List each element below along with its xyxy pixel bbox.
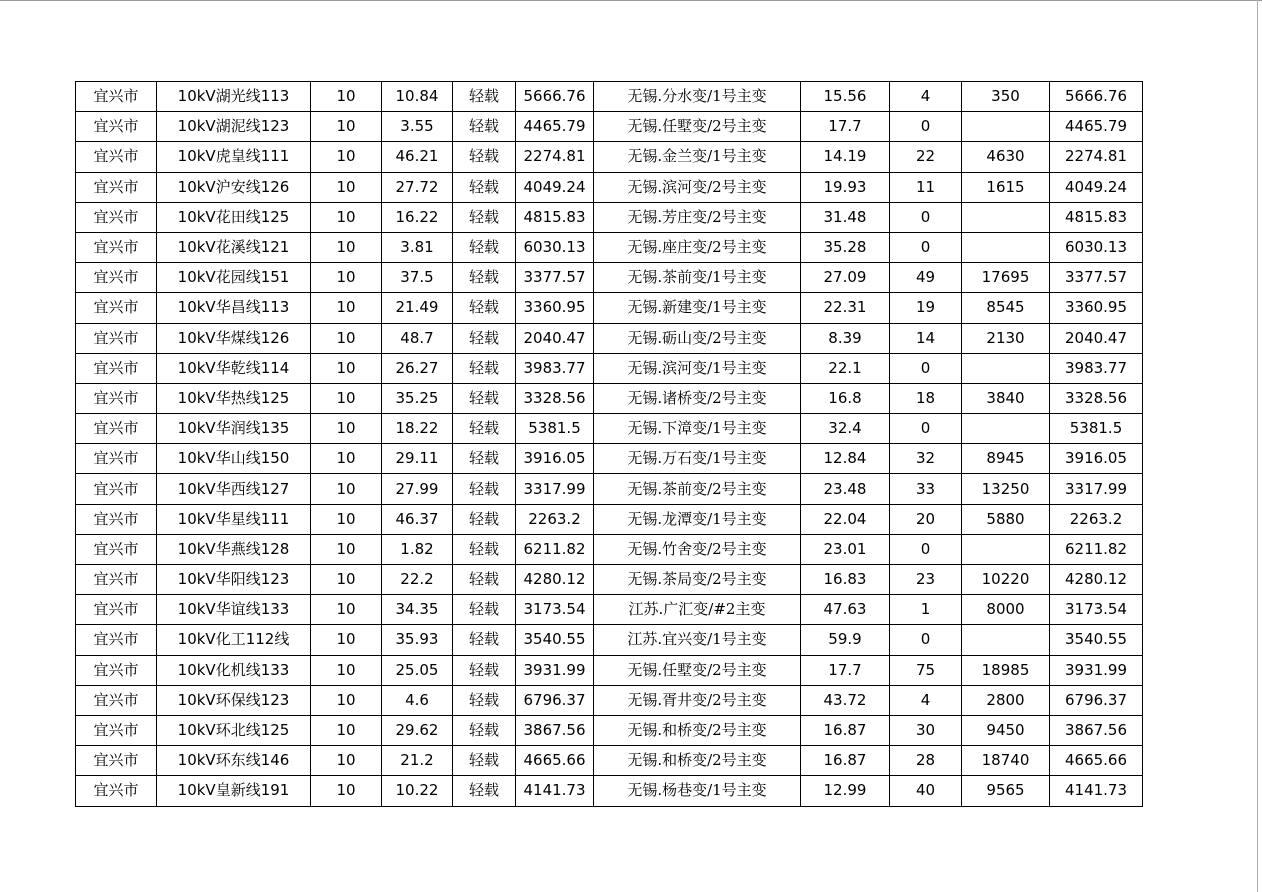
- capacity-cell: 2040.47: [516, 323, 594, 353]
- city-cell: 宜兴市: [76, 202, 157, 232]
- city-cell: 宜兴市: [76, 172, 157, 202]
- available-capacity-cell: 3173.54: [1050, 595, 1143, 625]
- voltage-cell: 10: [311, 746, 382, 776]
- load-status-cell: 轻载: [453, 383, 516, 413]
- line-name-cell: 10kV湖泥线123: [157, 112, 311, 142]
- city-cell: 宜兴市: [76, 323, 157, 353]
- load-status-cell: 轻载: [453, 142, 516, 172]
- count-cell: 0: [890, 353, 962, 383]
- capacity-cell: 3916.05: [516, 444, 594, 474]
- load-status-cell: 轻载: [453, 504, 516, 534]
- load-rate-cell: 35.28: [801, 232, 890, 262]
- available-capacity-cell: 6211.82: [1050, 534, 1143, 564]
- voltage-cell: 10: [311, 112, 382, 142]
- capacity-cell: 3540.55: [516, 625, 594, 655]
- voltage-cell: 10: [311, 172, 382, 202]
- load-rate-cell: 27.09: [801, 263, 890, 293]
- table-row: [76, 595, 1143, 625]
- table-body: [76, 82, 1143, 807]
- load-status-cell: 轻载: [453, 263, 516, 293]
- capacity-sum-cell: 2130: [962, 323, 1050, 353]
- load-rate-cell: 31.48: [801, 202, 890, 232]
- capacity-cell: 2274.81: [516, 142, 594, 172]
- voltage-cell: 10: [311, 82, 382, 112]
- city-cell: 宜兴市: [76, 565, 157, 595]
- length-cell: 10.22: [382, 776, 453, 806]
- substation-transformer-cell: 无锡.滨河变/1号主变: [594, 353, 801, 383]
- line-name-cell: 10kV华乾线114: [157, 353, 311, 383]
- load-rate-cell: 16.87: [801, 715, 890, 745]
- available-capacity-cell: 3317.99: [1050, 474, 1143, 504]
- load-status-cell: 轻载: [453, 474, 516, 504]
- line-name-cell: 10kV环保线123: [157, 685, 311, 715]
- table-row: [76, 444, 1143, 474]
- capacity-sum-cell: 10220: [962, 565, 1050, 595]
- load-rate-cell: 23.01: [801, 534, 890, 564]
- capacity-cell: 4815.83: [516, 202, 594, 232]
- available-capacity-cell: 3328.56: [1050, 383, 1143, 413]
- available-capacity-cell: 3540.55: [1050, 625, 1143, 655]
- capacity-sum-cell: [962, 625, 1050, 655]
- page-top-edge: [0, 0, 1262, 1]
- available-capacity-cell: 2274.81: [1050, 142, 1143, 172]
- count-cell: 33: [890, 474, 962, 504]
- capacity-sum-cell: 4630: [962, 142, 1050, 172]
- capacity-cell: 4665.66: [516, 746, 594, 776]
- table-row: [76, 353, 1143, 383]
- table-row: [76, 112, 1143, 142]
- line-name-cell: 10kV化机线133: [157, 655, 311, 685]
- load-rate-cell: 32.4: [801, 414, 890, 444]
- capacity-sum-cell: 5880: [962, 504, 1050, 534]
- capacity-cell: 5381.5: [516, 414, 594, 444]
- table-row: [76, 776, 1143, 806]
- available-capacity-cell: 4141.73: [1050, 776, 1143, 806]
- load-status-cell: 轻载: [453, 565, 516, 595]
- capacity-cell: 3317.99: [516, 474, 594, 504]
- voltage-cell: 10: [311, 414, 382, 444]
- available-capacity-cell: 5381.5: [1050, 414, 1143, 444]
- city-cell: 宜兴市: [76, 414, 157, 444]
- capacity-cell: 3360.95: [516, 293, 594, 323]
- substation-transformer-cell: 无锡.芳庄变/2号主变: [594, 202, 801, 232]
- length-cell: 26.27: [382, 353, 453, 383]
- city-cell: 宜兴市: [76, 353, 157, 383]
- city-cell: 宜兴市: [76, 715, 157, 745]
- substation-transformer-cell: 无锡.金兰变/1号主变: [594, 142, 801, 172]
- load-status-cell: 轻载: [453, 625, 516, 655]
- load-status-cell: 轻载: [453, 685, 516, 715]
- capacity-sum-cell: 9565: [962, 776, 1050, 806]
- table-row: [76, 504, 1143, 534]
- available-capacity-cell: 3867.56: [1050, 715, 1143, 745]
- city-cell: 宜兴市: [76, 82, 157, 112]
- line-name-cell: 10kV湖光线113: [157, 82, 311, 112]
- voltage-cell: 10: [311, 353, 382, 383]
- load-rate-cell: 23.48: [801, 474, 890, 504]
- capacity-cell: 4465.79: [516, 112, 594, 142]
- table-row: [76, 414, 1143, 444]
- load-rate-cell: 16.83: [801, 565, 890, 595]
- table-row: [76, 172, 1143, 202]
- capacity-sum-cell: 3840: [962, 383, 1050, 413]
- substation-transformer-cell: 无锡.茶前变/1号主变: [594, 263, 801, 293]
- capacity-cell: 4049.24: [516, 172, 594, 202]
- line-name-cell: 10kV花园线151: [157, 263, 311, 293]
- city-cell: 宜兴市: [76, 293, 157, 323]
- capacity-sum-cell: 8000: [962, 595, 1050, 625]
- available-capacity-cell: 3983.77: [1050, 353, 1143, 383]
- count-cell: 23: [890, 565, 962, 595]
- load-rate-cell: 16.8: [801, 383, 890, 413]
- load-rate-cell: 43.72: [801, 685, 890, 715]
- load-rate-cell: 8.39: [801, 323, 890, 353]
- substation-transformer-cell: 无锡.万石变/1号主变: [594, 444, 801, 474]
- count-cell: 75: [890, 655, 962, 685]
- available-capacity-cell: 4665.66: [1050, 746, 1143, 776]
- load-status-cell: 轻载: [453, 202, 516, 232]
- line-name-cell: 10kV花溪线121: [157, 232, 311, 262]
- substation-transformer-cell: 无锡.和桥变/2号主变: [594, 746, 801, 776]
- load-status-cell: 轻载: [453, 776, 516, 806]
- table-row: [76, 474, 1143, 504]
- city-cell: 宜兴市: [76, 625, 157, 655]
- load-rate-cell: 22.04: [801, 504, 890, 534]
- capacity-cell: 6211.82: [516, 534, 594, 564]
- length-cell: 3.81: [382, 232, 453, 262]
- load-status-cell: 轻载: [453, 323, 516, 353]
- capacity-sum-cell: 18985: [962, 655, 1050, 685]
- line-name-cell: 10kV华阳线123: [157, 565, 311, 595]
- capacity-cell: 2263.2: [516, 504, 594, 534]
- line-name-cell: 10kV华热线125: [157, 383, 311, 413]
- substation-transformer-cell: 无锡.杨巷变/1号主变: [594, 776, 801, 806]
- voltage-cell: 10: [311, 685, 382, 715]
- capacity-cell: 3983.77: [516, 353, 594, 383]
- line-name-cell: 10kV华星线111: [157, 504, 311, 534]
- substation-transformer-cell: 无锡.座庄变/2号主变: [594, 232, 801, 262]
- table-row: [76, 82, 1143, 112]
- load-status-cell: 轻载: [453, 112, 516, 142]
- available-capacity-cell: 2263.2: [1050, 504, 1143, 534]
- available-capacity-cell: 3931.99: [1050, 655, 1143, 685]
- voltage-cell: 10: [311, 595, 382, 625]
- table-row: [76, 625, 1143, 655]
- substation-transformer-cell: 无锡.任墅变/2号主变: [594, 655, 801, 685]
- available-capacity-cell: 2040.47: [1050, 323, 1143, 353]
- table-row: [76, 715, 1143, 745]
- voltage-cell: 10: [311, 444, 382, 474]
- available-capacity-cell: 3916.05: [1050, 444, 1143, 474]
- available-capacity-cell: 4280.12: [1050, 565, 1143, 595]
- count-cell: 0: [890, 414, 962, 444]
- substation-transformer-cell: 无锡.胥井变/2号主变: [594, 685, 801, 715]
- voltage-cell: 10: [311, 625, 382, 655]
- capacity-sum-cell: [962, 232, 1050, 262]
- capacity-sum-cell: [962, 353, 1050, 383]
- load-rate-cell: 14.19: [801, 142, 890, 172]
- line-name-cell: 10kV环北线125: [157, 715, 311, 745]
- substation-transformer-cell: 江苏.宜兴变/1号主变: [594, 625, 801, 655]
- line-name-cell: 10kV花田线125: [157, 202, 311, 232]
- length-cell: 35.25: [382, 383, 453, 413]
- count-cell: 19: [890, 293, 962, 323]
- line-name-cell: 10kV皇新线191: [157, 776, 311, 806]
- line-name-cell: 10kV化工112线: [157, 625, 311, 655]
- length-cell: 48.7: [382, 323, 453, 353]
- substation-transformer-cell: 江苏.广汇变/#2主变: [594, 595, 801, 625]
- city-cell: 宜兴市: [76, 383, 157, 413]
- count-cell: 18: [890, 383, 962, 413]
- load-rate-cell: 16.87: [801, 746, 890, 776]
- line-name-cell: 10kV华昌线113: [157, 293, 311, 323]
- substation-transformer-cell: 无锡.下漳变/1号主变: [594, 414, 801, 444]
- capacity-sum-cell: 350: [962, 82, 1050, 112]
- count-cell: 40: [890, 776, 962, 806]
- load-status-cell: 轻载: [453, 353, 516, 383]
- load-status-cell: 轻载: [453, 414, 516, 444]
- length-cell: 46.37: [382, 504, 453, 534]
- available-capacity-cell: 6030.13: [1050, 232, 1143, 262]
- table-row: [76, 293, 1143, 323]
- count-cell: 0: [890, 112, 962, 142]
- voltage-cell: 10: [311, 474, 382, 504]
- substation-transformer-cell: 无锡.龙潭变/1号主变: [594, 504, 801, 534]
- count-cell: 0: [890, 534, 962, 564]
- line-name-cell: 10kV华西线127: [157, 474, 311, 504]
- available-capacity-cell: 4049.24: [1050, 172, 1143, 202]
- length-cell: 18.22: [382, 414, 453, 444]
- city-cell: 宜兴市: [76, 655, 157, 685]
- city-cell: 宜兴市: [76, 595, 157, 625]
- capacity-sum-cell: [962, 414, 1050, 444]
- length-cell: 4.6: [382, 685, 453, 715]
- capacity-cell: 4280.12: [516, 565, 594, 595]
- length-cell: 22.2: [382, 565, 453, 595]
- load-status-cell: 轻载: [453, 444, 516, 474]
- length-cell: 46.21: [382, 142, 453, 172]
- length-cell: 21.49: [382, 293, 453, 323]
- table-row: [76, 746, 1143, 776]
- count-cell: 0: [890, 232, 962, 262]
- table-row: [76, 142, 1143, 172]
- voltage-cell: 10: [311, 655, 382, 685]
- available-capacity-cell: 4815.83: [1050, 202, 1143, 232]
- capacity-cell: 3377.57: [516, 263, 594, 293]
- length-cell: 16.22: [382, 202, 453, 232]
- capacity-sum-cell: 8945: [962, 444, 1050, 474]
- length-cell: 1.82: [382, 534, 453, 564]
- capacity-sum-cell: 9450: [962, 715, 1050, 745]
- count-cell: 30: [890, 715, 962, 745]
- length-cell: 10.84: [382, 82, 453, 112]
- voltage-cell: 10: [311, 534, 382, 564]
- load-status-cell: 轻载: [453, 746, 516, 776]
- city-cell: 宜兴市: [76, 685, 157, 715]
- count-cell: 0: [890, 202, 962, 232]
- load-status-cell: 轻载: [453, 655, 516, 685]
- line-name-cell: 10kV华谊线133: [157, 595, 311, 625]
- substation-transformer-cell: 无锡.任墅变/2号主变: [594, 112, 801, 142]
- substation-transformer-cell: 无锡.和桥变/2号主变: [594, 715, 801, 745]
- load-status-cell: 轻载: [453, 232, 516, 262]
- load-rate-cell: 17.7: [801, 655, 890, 685]
- load-rate-cell: 15.56: [801, 82, 890, 112]
- line-name-cell: 10kV沪安线126: [157, 172, 311, 202]
- count-cell: 32: [890, 444, 962, 474]
- city-cell: 宜兴市: [76, 474, 157, 504]
- line-name-cell: 10kV华润线135: [157, 414, 311, 444]
- capacity-cell: 5666.76: [516, 82, 594, 112]
- table-row: [76, 202, 1143, 232]
- voltage-cell: 10: [311, 202, 382, 232]
- line-name-cell: 10kV虎皇线111: [157, 142, 311, 172]
- capacity-cell: 4141.73: [516, 776, 594, 806]
- substation-transformer-cell: 无锡.竹舍变/2号主变: [594, 534, 801, 564]
- voltage-cell: 10: [311, 293, 382, 323]
- substation-transformer-cell: 无锡.滨河变/2号主变: [594, 172, 801, 202]
- capacity-cell: 3931.99: [516, 655, 594, 685]
- length-cell: 21.2: [382, 746, 453, 776]
- available-capacity-cell: 4465.79: [1050, 112, 1143, 142]
- capacity-sum-cell: [962, 202, 1050, 232]
- capacity-sum-cell: 13250: [962, 474, 1050, 504]
- load-status-cell: 轻载: [453, 293, 516, 323]
- capacity-sum-cell: [962, 534, 1050, 564]
- load-rate-cell: 19.93: [801, 172, 890, 202]
- table-row: [76, 534, 1143, 564]
- substation-transformer-cell: 无锡.新建变/1号主变: [594, 293, 801, 323]
- load-rate-cell: 12.99: [801, 776, 890, 806]
- substation-transformer-cell: 无锡.茶前变/2号主变: [594, 474, 801, 504]
- capacity-sum-cell: 18740: [962, 746, 1050, 776]
- count-cell: 1: [890, 595, 962, 625]
- voltage-cell: 10: [311, 142, 382, 172]
- count-cell: 4: [890, 82, 962, 112]
- load-status-cell: 轻载: [453, 82, 516, 112]
- capacity-sum-cell: 1615: [962, 172, 1050, 202]
- line-name-cell: 10kV华山线150: [157, 444, 311, 474]
- line-name-cell: 10kV华燕线128: [157, 534, 311, 564]
- table-row: [76, 565, 1143, 595]
- count-cell: 49: [890, 263, 962, 293]
- capacity-cell: 3328.56: [516, 383, 594, 413]
- city-cell: 宜兴市: [76, 746, 157, 776]
- length-cell: 27.99: [382, 474, 453, 504]
- city-cell: 宜兴市: [76, 112, 157, 142]
- load-status-cell: 轻载: [453, 172, 516, 202]
- length-cell: 29.62: [382, 715, 453, 745]
- load-rate-cell: 12.84: [801, 444, 890, 474]
- capacity-cell: 3867.56: [516, 715, 594, 745]
- city-cell: 宜兴市: [76, 444, 157, 474]
- count-cell: 0: [890, 625, 962, 655]
- available-capacity-cell: 6796.37: [1050, 685, 1143, 715]
- city-cell: 宜兴市: [76, 504, 157, 534]
- length-cell: 29.11: [382, 444, 453, 474]
- line-name-cell: 10kV环东线146: [157, 746, 311, 776]
- table-row: [76, 232, 1143, 262]
- available-capacity-cell: 3377.57: [1050, 263, 1143, 293]
- city-cell: 宜兴市: [76, 534, 157, 564]
- line-name-cell: 10kV华煤线126: [157, 323, 311, 353]
- table-row: [76, 323, 1143, 353]
- substation-transformer-cell: 无锡.茶局变/2号主变: [594, 565, 801, 595]
- count-cell: 22: [890, 142, 962, 172]
- length-cell: 3.55: [382, 112, 453, 142]
- load-rate-cell: 47.63: [801, 595, 890, 625]
- city-cell: 宜兴市: [76, 263, 157, 293]
- table-row: [76, 655, 1143, 685]
- capacity-sum-cell: 8545: [962, 293, 1050, 323]
- length-cell: 27.72: [382, 172, 453, 202]
- capacity-sum-cell: 17695: [962, 263, 1050, 293]
- capacity-sum-cell: 2800: [962, 685, 1050, 715]
- count-cell: 14: [890, 323, 962, 353]
- table-row: [76, 383, 1143, 413]
- length-cell: 35.93: [382, 625, 453, 655]
- available-capacity-cell: 5666.76: [1050, 82, 1143, 112]
- capacity-cell: 3173.54: [516, 595, 594, 625]
- count-cell: 4: [890, 685, 962, 715]
- city-cell: 宜兴市: [76, 142, 157, 172]
- load-status-cell: 轻载: [453, 715, 516, 745]
- length-cell: 34.35: [382, 595, 453, 625]
- load-rate-cell: 22.31: [801, 293, 890, 323]
- load-rate-cell: 17.7: [801, 112, 890, 142]
- voltage-cell: 10: [311, 715, 382, 745]
- voltage-cell: 10: [311, 323, 382, 353]
- length-cell: 37.5: [382, 263, 453, 293]
- voltage-cell: 10: [311, 504, 382, 534]
- count-cell: 20: [890, 504, 962, 534]
- voltage-cell: 10: [311, 776, 382, 806]
- count-cell: 11: [890, 172, 962, 202]
- capacity-cell: 6796.37: [516, 685, 594, 715]
- load-status-cell: 轻载: [453, 534, 516, 564]
- city-cell: 宜兴市: [76, 776, 157, 806]
- substation-transformer-cell: 无锡.分水变/1号主变: [594, 82, 801, 112]
- voltage-cell: 10: [311, 232, 382, 262]
- length-cell: 25.05: [382, 655, 453, 685]
- load-status-cell: 轻载: [453, 595, 516, 625]
- substation-transformer-cell: 无锡.砺山变/2号主变: [594, 323, 801, 353]
- table-row: [76, 263, 1143, 293]
- substation-transformer-cell: 无锡.诸桥变/2号主变: [594, 383, 801, 413]
- voltage-cell: 10: [311, 383, 382, 413]
- available-capacity-cell: 3360.95: [1050, 293, 1143, 323]
- feeder-load-table: [75, 81, 1143, 807]
- city-cell: 宜兴市: [76, 232, 157, 262]
- load-rate-cell: 22.1: [801, 353, 890, 383]
- count-cell: 28: [890, 746, 962, 776]
- capacity-sum-cell: [962, 112, 1050, 142]
- capacity-cell: 6030.13: [516, 232, 594, 262]
- voltage-cell: 10: [311, 263, 382, 293]
- voltage-cell: 10: [311, 565, 382, 595]
- page-right-edge: [1257, 0, 1258, 892]
- load-rate-cell: 59.9: [801, 625, 890, 655]
- table-row: [76, 685, 1143, 715]
